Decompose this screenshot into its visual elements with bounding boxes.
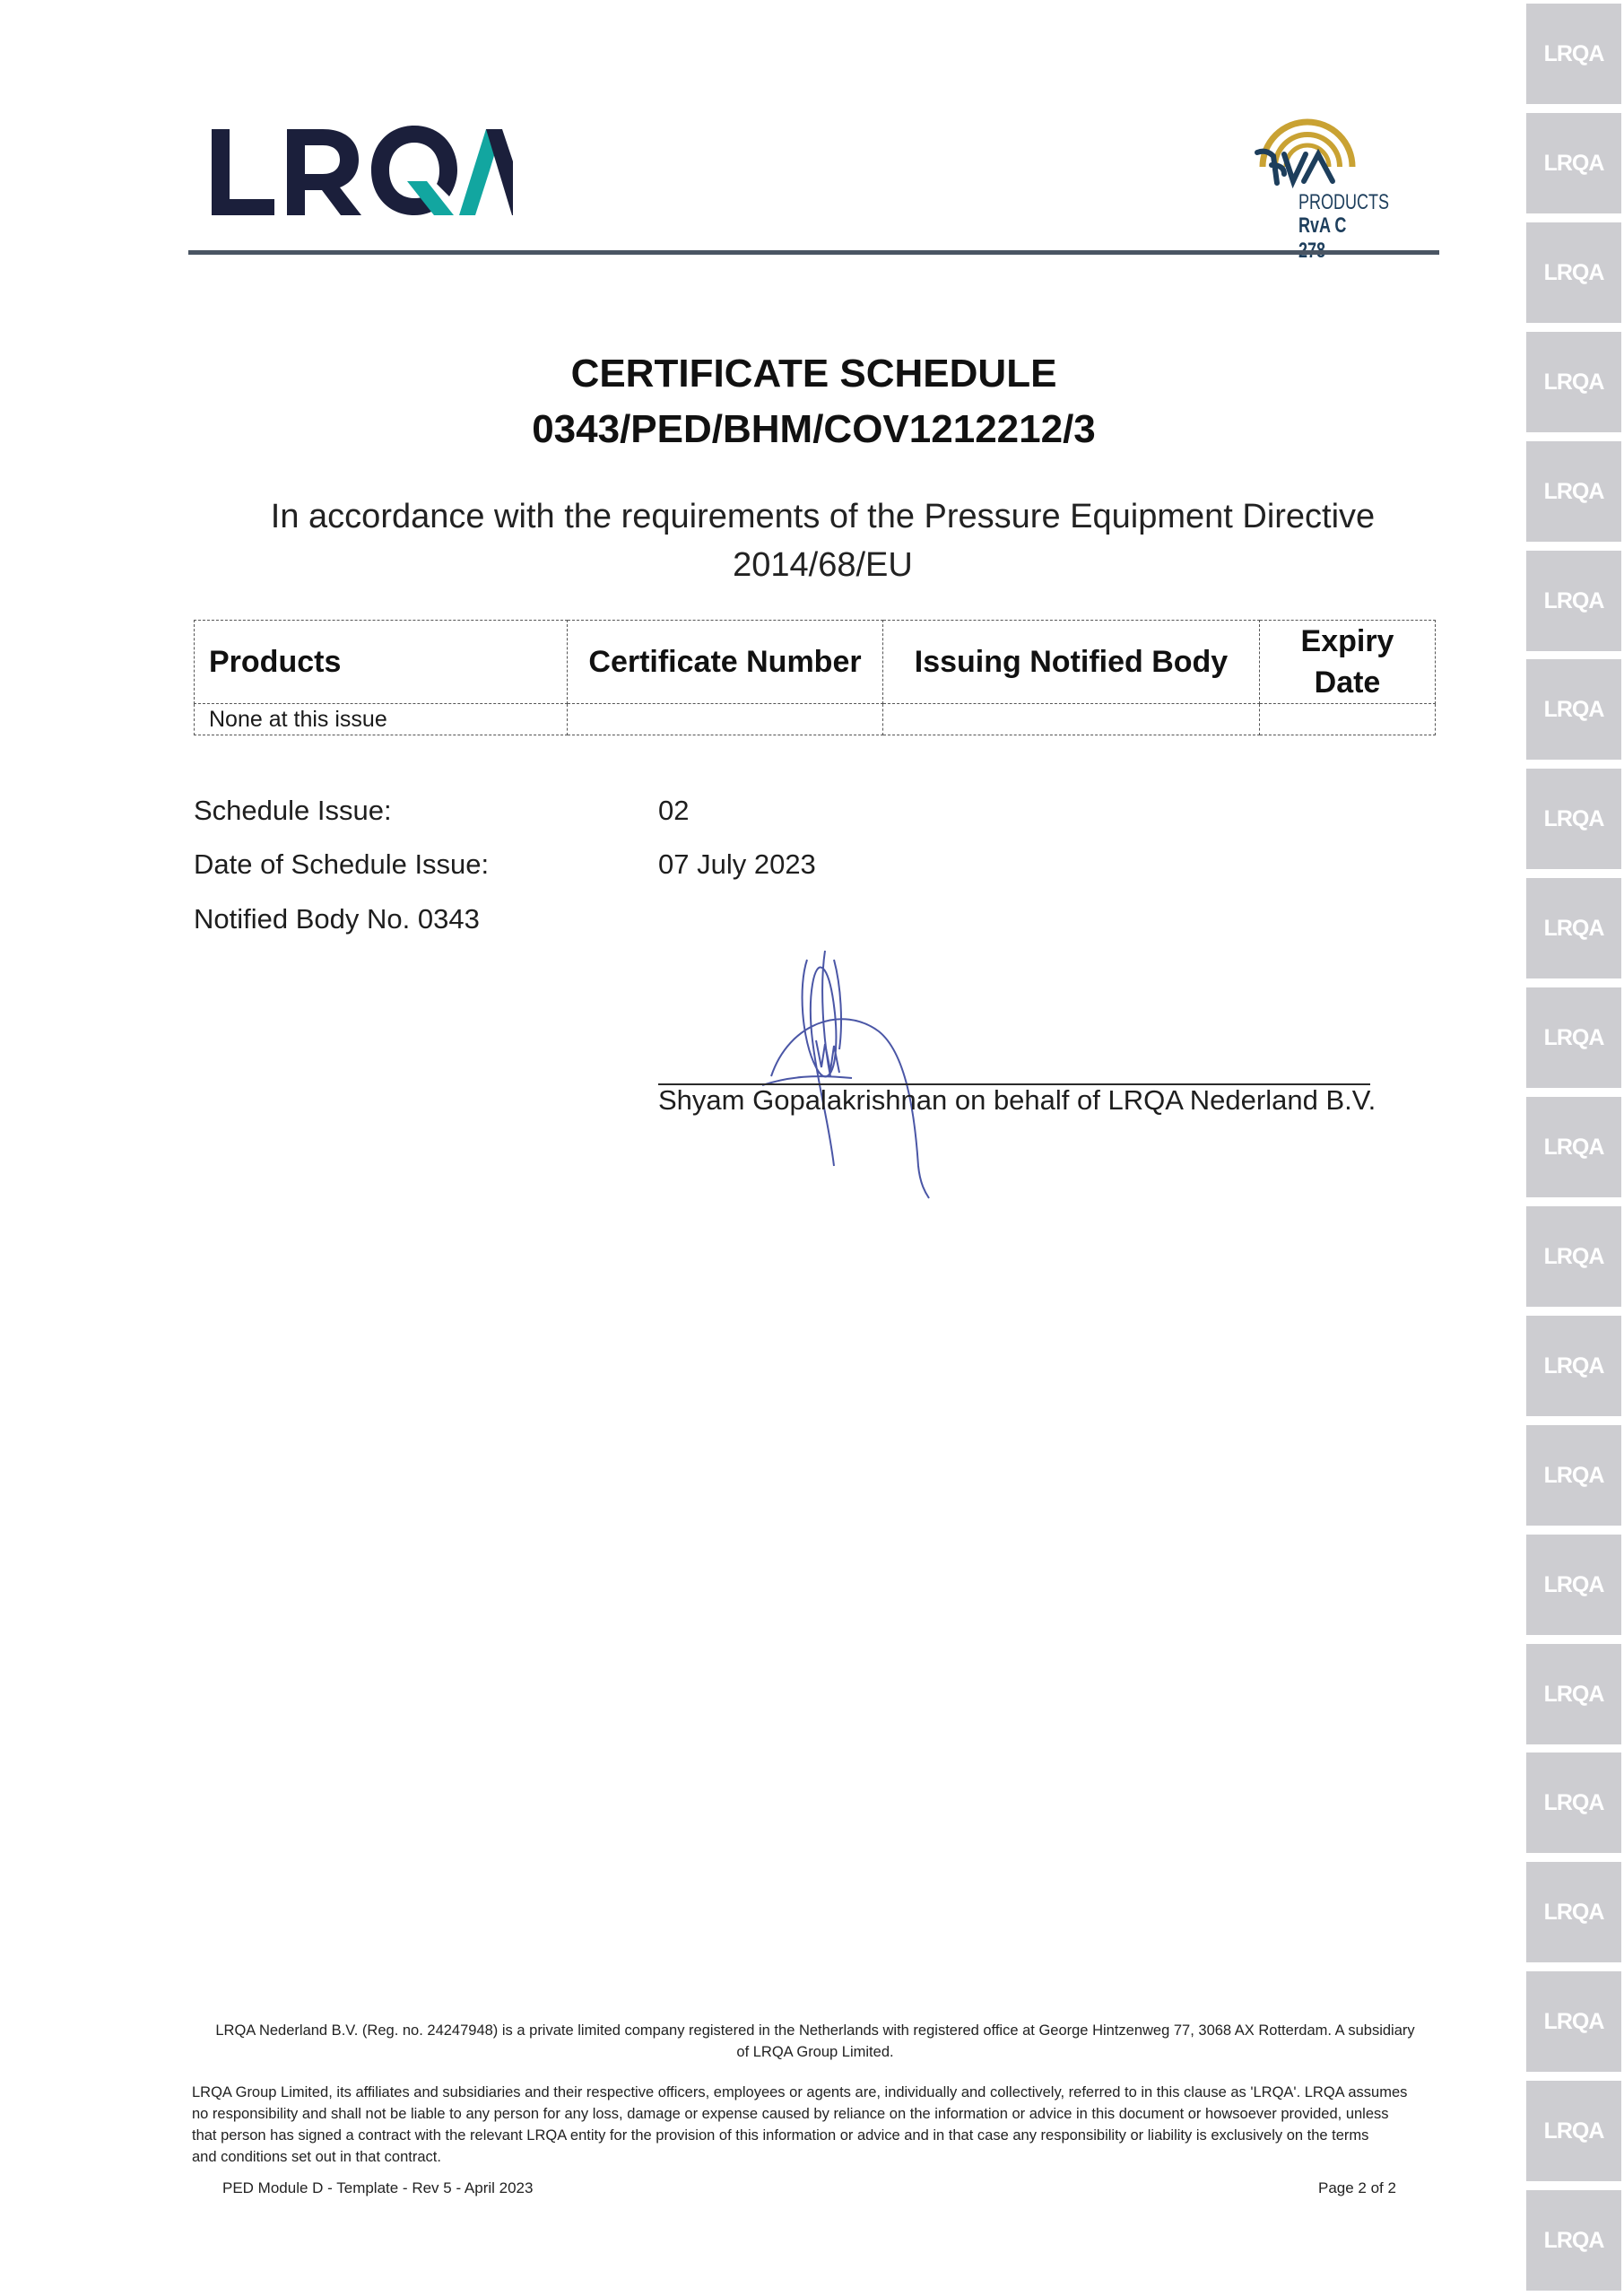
side-tab: LRQA [1526, 1206, 1621, 1307]
subtitle-line-1: In accordance with the requirements of the Pressure Equipment Directive [270, 498, 1376, 535]
subtitle-line-2: 2014/68/EU [733, 546, 913, 584]
schedule-issue-label: Schedule Issue: [194, 795, 392, 826]
footer-template-info: PED Module D - Template - Rev 5 - April 2023 [222, 2179, 534, 2196]
footer-disclaimer [192, 2082, 1438, 2168]
footer-registration [192, 2020, 1438, 2063]
rva-accreditation-logo [1254, 113, 1388, 248]
side-tab: LRQA [1526, 551, 1621, 651]
certificate-number-title: 0343/PED/BHM/COV1212212/3 [532, 407, 1096, 451]
footer-registration-line-2: of LRQA Group Limited. [736, 2044, 894, 2060]
side-tab: LRQA [1526, 2081, 1621, 2181]
side-tab: LRQA [1526, 1425, 1621, 1526]
signatory-name: Shyam Gopalakrishnan on behalf of LRQA Nederland B.V. [658, 1084, 1376, 1116]
side-tab: LRQA [1526, 1752, 1621, 1853]
header-expiry-date [1260, 621, 1436, 704]
side-tab: LRQA [1526, 1862, 1621, 1962]
row-certificate [568, 704, 883, 735]
row-expiry [1260, 704, 1436, 735]
side-tab: LRQA [1526, 222, 1621, 323]
footer-registration-line-1: LRQA Nederland B.V. (Reg. no. 24247948) is a private limited company registered in the Netherlands with registered office at George Hintzenweg 77, 3068 AX Rotterdam. A subsidiary [215, 2022, 1415, 2039]
side-tab: LRQA [1526, 1316, 1621, 1416]
side-tab: LRQA [1526, 113, 1621, 213]
side-tab: LRQA [1526, 659, 1621, 760]
title-line-1: CERTIFICATE SCHEDULE [570, 352, 1057, 396]
side-tab: LRQA [1526, 332, 1621, 432]
side-tab: LRQA [1526, 1535, 1621, 1635]
footer-disclaimer-line-2: no responsibility and shall not be liable to any person for any loss, damage or expense caused by reliance on the information or advice in this document or howsoever provided, unless [192, 2106, 1389, 2122]
side-tab: LRQA [1526, 769, 1621, 869]
lrqa-logo [208, 124, 513, 227]
header-issuing-notified-body: Issuing Notified Body [883, 621, 1260, 704]
date-of-schedule-issue-value: 07 July 2023 [658, 848, 816, 880]
date-of-schedule-issue-label: Date of Schedule Issue: [194, 848, 490, 880]
row-body [883, 704, 1260, 735]
rva-products-label: PRODUCTS [1298, 190, 1390, 214]
side-tab: LRQA [1526, 2190, 1621, 2291]
schedule-issue-value: 02 [658, 795, 690, 826]
header-expiry-line-1: Expiry [1300, 624, 1394, 658]
footer-disclaimer-line-1: LRQA Group Limited, its affiliates and subsidiaries and their respective officers, employees or agents are, individually and collectively, referred to in this clause as 'LRQA'. LRQA assumes [192, 2084, 1408, 2100]
side-tab: LRQA [1526, 441, 1621, 542]
side-tab: LRQA [1526, 878, 1621, 978]
side-tab: LRQA [1526, 1971, 1621, 2072]
footer-disclaimer-line-3: that person has signed a contract with the relevant LRQA entity for the provision of this information or advice and in that case any responsibility or liability is exclusively on the terms [192, 2127, 1369, 2144]
notified-body-number: Notified Body No. 0343 [194, 903, 480, 935]
side-tab: LRQA [1526, 4, 1621, 104]
header-rule [188, 250, 1439, 255]
side-tab: LRQA [1526, 1644, 1621, 1744]
header-expiry-line-2: Date [1314, 665, 1381, 700]
footer-disclaimer-line-4: and conditions set out in that contract. [192, 2149, 441, 2165]
row-product: None at this issue [195, 704, 568, 735]
side-tab: LRQA [1526, 1097, 1621, 1197]
table-row [195, 704, 1436, 735]
table-header-row [195, 621, 1436, 704]
header-products: Products [195, 621, 568, 704]
page-number: Page 2 of 2 [1318, 2179, 1396, 2196]
side-tab: LRQA [1526, 987, 1621, 1088]
certificate-schedule-table [194, 620, 1436, 735]
header-certificate-number: Certificate Number [568, 621, 883, 704]
rva-code-label: RvA C [1298, 213, 1347, 238]
side-tab-strip [1524, 0, 1624, 2296]
handwritten-signature [753, 933, 968, 1206]
